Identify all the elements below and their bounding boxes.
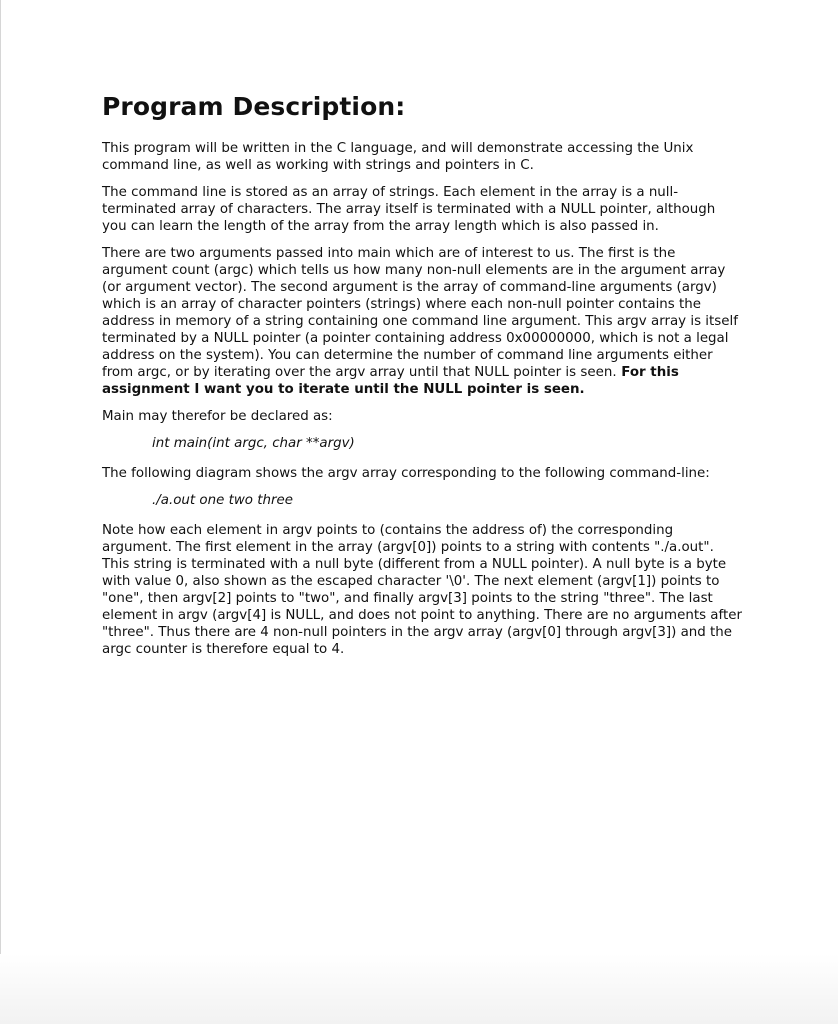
command-line-example: ./a.out one two three (152, 493, 293, 508)
assignment-requirement: For this assignment I want you to iterate until the NULL pointer is seen. (102, 365, 679, 397)
intro-paragraph: This program will be written in the C language, and will demonstrate accessing the Unix command line, as well as working with strings and pointers in C. (102, 141, 694, 173)
main-declared-paragraph: Main may therefor be declared as: (102, 409, 333, 424)
page-title: Program Description: (102, 92, 406, 121)
arguments-text: There are two arguments passed into main which are of interest to us. The first is the argument count (argc) which tells us how many non-null elements are in the argument array (or argument vector). The second argument is the array of command-line arguments (argv) which is an array of character pointers (strings) where each non-null pointer contains the address in memory of a string containing one command line argument. This argv array is itself terminated by a NULL pointer (a pointer containing address 0x00000000, which is not a legal address on the system). You can determine the number of command line arguments either from argc, or by iterating over the argv array until that NULL pointer is seen. (102, 246, 738, 380)
arguments-paragraph (102, 245, 742, 398)
argv-note-paragraph: Note how each element in argv points to (contains the address of) the corresponding argument. The first element in the array (argv[0]) points to a string with contents "./a.out". This string is terminated with a null byte (different from a NULL pointer). A null byte is a byte with value 0, also shown as the escaped character '\0'. The next element (argv[1]) points to "one", then argv[2] points to "two", and finally argv[3] points to the string "three". The last element in argv (argv[4] is NULL, and does not point to anything. There are no arguments after "three". Thus there are 4 non-null pointers in the argv array (argv[0] through argv[3]) and the argc counter is therefore equal to 4. (102, 523, 742, 657)
page-bottom-shadow (0, 954, 838, 1024)
command-line-paragraph: The command line is stored as an array of strings. Each element in the array is a null-terminated array of characters. The array itself is terminated with a NULL pointer, although you can learn the length of the array from the array length which is also passed in. (102, 185, 716, 234)
main-declaration: int main(int argc, char **argv) (152, 436, 355, 451)
document-body (102, 92, 742, 668)
diagram-intro-paragraph: The following diagram shows the argv array corresponding to the following command-line: (102, 466, 710, 481)
